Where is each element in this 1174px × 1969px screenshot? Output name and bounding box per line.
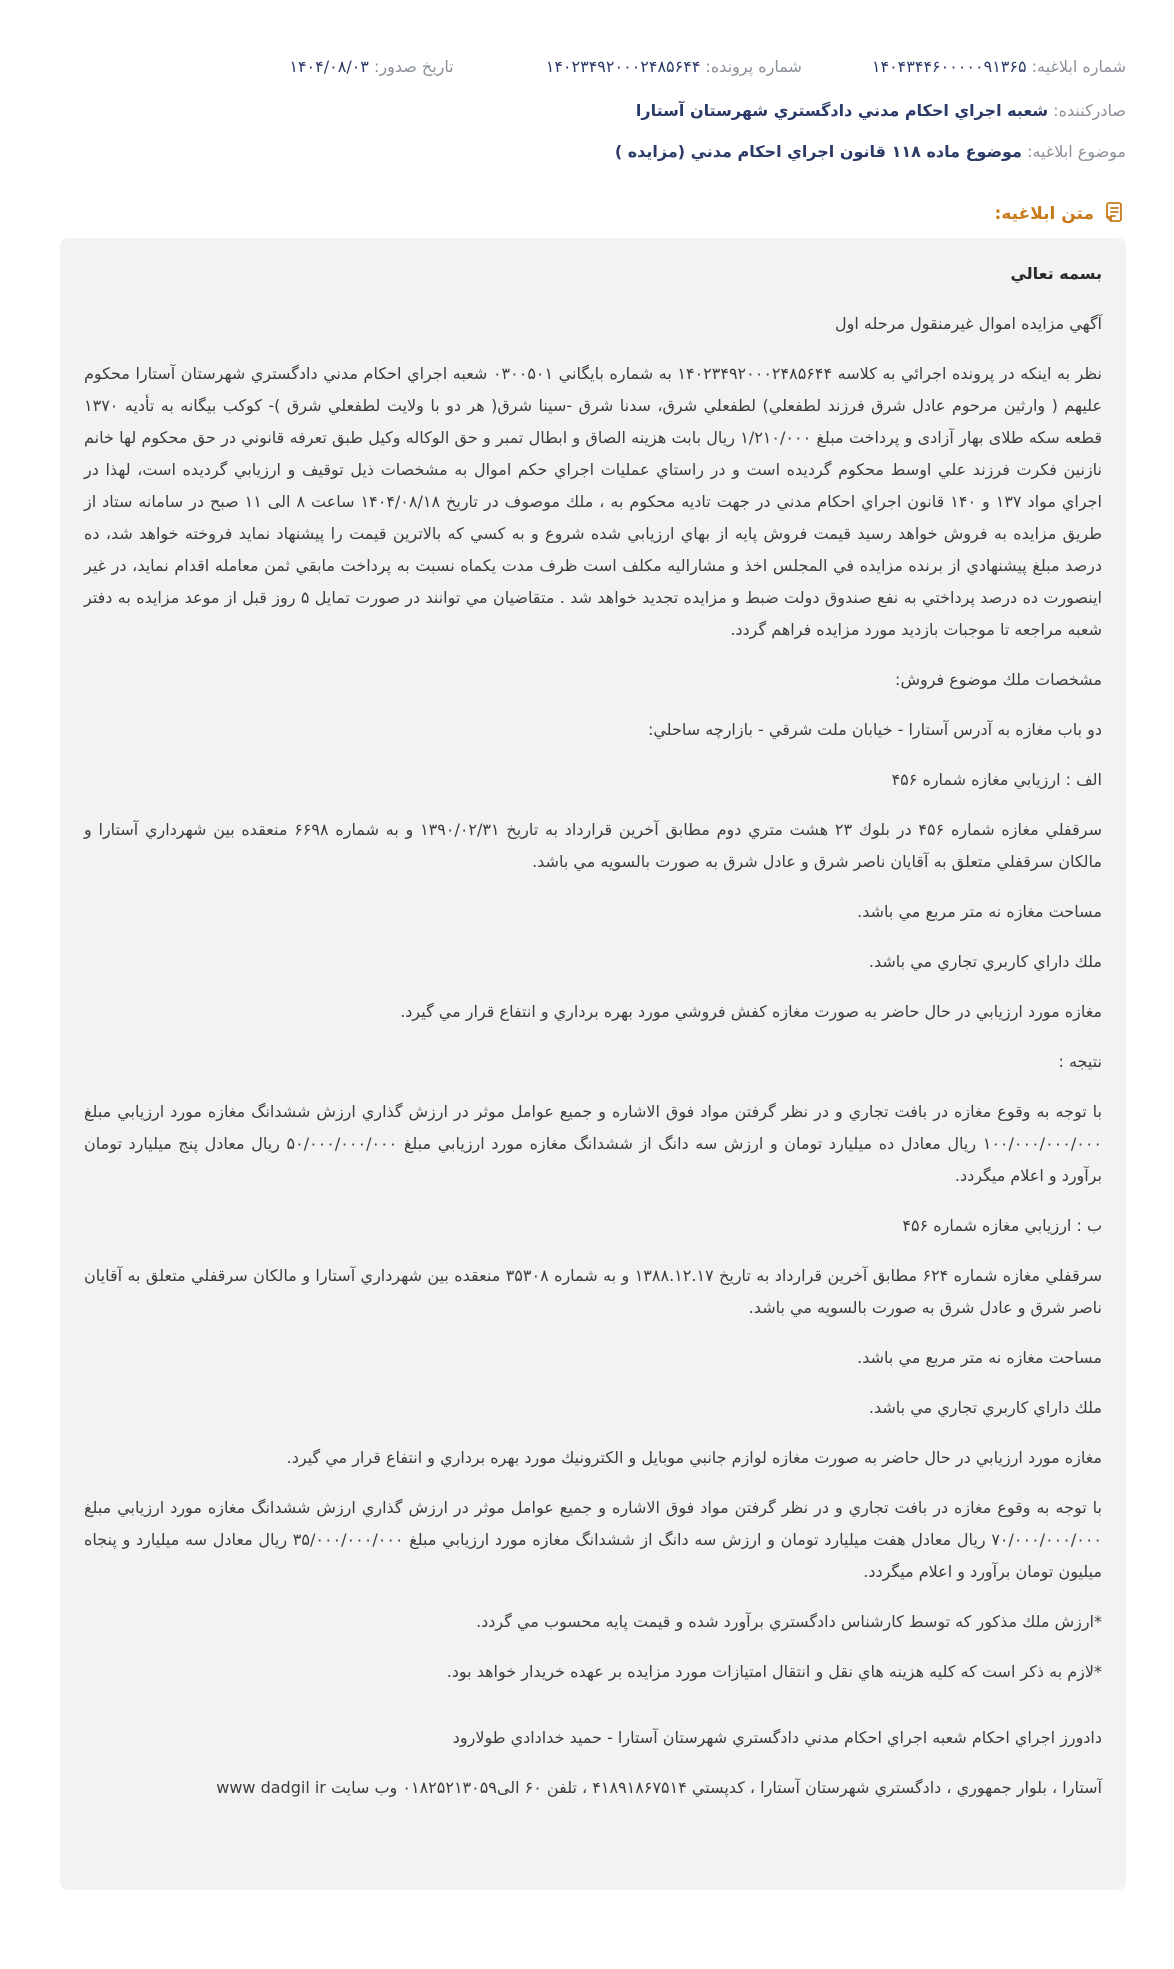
paragraph-shop-a-contract: سرقفلي مغازه شماره ۴۵۶ در بلوك ۲۳ هشت متري دوم مطابق آخرين قرارداد به تاريخ ۱۳۹۰/۰۲/۳۱ و به شماره ۶۶۹۸ منعقده بين شهرداري آستارا و مالكان سرقفلي متعلق به آقايان ناصر شرق و عادل شرق به صورت بالسويه مي باشد. xyxy=(84,820,1103,871)
section-title-row xyxy=(995,200,1126,228)
notice-number xyxy=(872,56,1126,78)
paragraph-appraisal-a: الف : ارزيابي مغازه شماره ۴۵۶ xyxy=(891,770,1102,789)
paragraph-contact: آستارا ، بلوار جمهوري ، دادگستري شهرستان آستارا ، كدپستي ۴۱۸۹۱۸۶۷۵۱۴ ، تلفن ۶۰ الی۰۱۸۲۵۲۱۳۰۵۹ وب سايت www dadgil ir xyxy=(216,1778,1102,1797)
paragraph-property-specs: مشخصات ملك موضوع فروش: xyxy=(895,670,1102,689)
paragraph-announcement-title: آگهي مزايده اموال غيرمنقول مرحله اول xyxy=(835,314,1102,333)
paragraph-main: نظر به اينكه در پرونده اجرائي به كلاسه ۱۴۰۲۳۴۹۲۰۰۰۲۴۸۵۶۴۴ به شماره بايگاني ۰۳۰۰۵۰۱ شعبه اجراي احكام مدني دادگستري شهرستان آستارا محكوم عليهم ( وارثين مرحوم عادل شرق فرزند لطفعلي) لطفعلي شرق، سدنا شرق -سينا شرق( هر دو با ولايت لطفعلي شرق )- كوكب بيگانه به تأديه ۱۳۷۰ قطعه سکه طلای بهار آزادی و پرداخت مبلغ ۱/۲۱۰/۰۰۰ ريال بابت هزينه الصاق و ابطال تمبر و حق الوكاله وكيل طبق تعرفه قانوني در حق محكوم لها خانم نازنين فكرت فرزند علي اوسط محكوم گرديده است و در راستاي عمليات اجراي حكم اموال به مشخصات ذيل توقيف و ارزيابي گرديده است، لهذا در اجراي مواد ۱۳۷ و ۱۴۰ قانون اجراي احكام مدني در جهت تاديه محكوم به ، ملك موصوف در تاريخ ۱۴۰۴/۰۸/۱۸ ساعت ۸ الی ۱۱ صبح در سامانه ستاد از طريق مزايده به فروش خواهد رسيد قيمت فروش پايه از بهاي ارزيابي شده شروع و به كسي كه بالاترين قيمت را پيشنهاد نمايد فروخته خواهد شد، ده درصد مبلغ پيشنهادي از برنده مزايده في المجلس اخذ و مشاراليه مكلف است ظرف مدت يكماه نسبت به پرداخت مابقي ثمن معامله اقدام نمايد، در غير اينصورت ده درصد پرداختي به نفع صندوق دولت ضبط و مزايده تجديد خواهد شد . متقاضيان مي توانند در صورت تمايل ۵ روز قبل از موعد مزايده به دفتر شعبه مراجعه تا موجبات بازديد مورد مزايده فراهم گردد. xyxy=(84,364,1103,639)
section-title: متن ابلاغيه: xyxy=(994,204,1094,224)
case-number xyxy=(546,56,802,78)
paragraph-appraisal-b: ب : ارزيابي مغازه شماره ۴۵۶ xyxy=(902,1216,1102,1235)
paragraph-shop-a-value: با توجه به وقوع مغازه در بافت تجاري و در نظر گرفتن مواد فوق الاشاره و جميع عوامل موثر در ارزش گذاري ارزش ششدانگ مغازه مورد ارزيابي مبلغ ۱۰۰/۰۰۰/۰۰۰/۰۰۰ ريال معادل ده ميليارد تومان و ارزش سه دانگ از ششدانگ مغازه مورد ارزيابي مبلغ ۵۰/۰۰۰/۰۰۰/۰۰۰ ريال معادل پنج ميليارد تومان برآورد و اعلام ميگردد. xyxy=(84,1102,1103,1185)
notice-text-panel xyxy=(60,238,1126,1890)
notice-number-label: شماره ابلاغيه: xyxy=(1031,57,1126,76)
paragraph-shop-b-value: با توجه به وقوع مغازه در بافت تجاري و در نظر گرفتن مواد فوق الاشاره و جميع عوامل موثر در ارزش گذاري ارزش ششدانگ مغازه مورد ارزيابي مبلغ ۷۰/۰۰۰/۰۰۰/۰۰۰ ريال معادل هفت ميليارد تومان و ارزش سه دانگ از ششدانگ مغازه مورد ارزيابي مبلغ ۳۵/۰۰۰/۰۰۰/۰۰۰ ريال معادل سه ميليارد و پنجاه ميليون تومان برآورد و اعلام ميگردد. xyxy=(84,1498,1103,1581)
subject-value: موضوع ماده ۱۱۸ قانون اجراي احکام مدني (مزايده ) xyxy=(614,142,1022,161)
document-note-icon xyxy=(1102,200,1126,228)
paragraph-shop-a-area: مساحت مغازه نه متر مربع مي باشد. xyxy=(857,902,1102,921)
paragraph-heading: بسمه تعالي xyxy=(1010,264,1102,283)
subject-row xyxy=(60,141,1126,163)
paragraph-signature: دادورز اجراي احكام شعبه اجراي احكام مدني دادگستري شهرستان آستارا - حميد خدادادي طولارود xyxy=(452,1728,1102,1747)
issuer-label: صادرکننده: xyxy=(1053,101,1126,120)
issuer-row xyxy=(60,100,1126,122)
paragraph-note-1: *ارزش ملك مذكور كه توسط كارشناس دادگستري برآورد شده و قيمت پايه محسوب مي گردد. xyxy=(476,1612,1102,1631)
paragraph-address: دو باب مغازه به آدرس آستارا - خيابان ملت شرقي - بازارچه ساحلي: xyxy=(647,720,1102,739)
issuer-value: شعبه اجراي احكام مدني دادگستري شهرستان آستارا xyxy=(635,101,1049,120)
paragraph-shop-b-current-use: مغازه مورد ارزيابي در حال حاضر به صورت مغازه لوازم جانبي موبايل و الكترونيك مورد بهره برداري و انتفاع قرار مي گيرد. xyxy=(286,1448,1102,1467)
header-row-1 xyxy=(60,56,1126,78)
issue-date xyxy=(289,56,453,78)
notice-number-value: ۱۴۰۴۳۴۴۶۰۰۰۰۰۹۱۳۶۵ xyxy=(871,57,1027,76)
issue-date-label: تاريخ صدور: xyxy=(373,57,454,76)
case-number-label: شماره پرونده: xyxy=(705,57,802,76)
paragraph-note-2: *لازم به ذكر است كه كليه هزينه هاي نقل و انتقال امتيازات مورد مزايده بر عهده خريدار خواهد بود. xyxy=(446,1662,1102,1681)
case-number-value: ۱۴۰۲۳۴۹۲۰۰۰۲۴۸۵۶۴۴ xyxy=(545,57,701,76)
issue-date-value: ۱۴۰۴/۰۸/۰۳ xyxy=(289,57,369,76)
paragraph-shop-a-usage: ملك داراي كاربري تجاري مي باشد. xyxy=(868,952,1102,971)
paragraph-result-label: نتيجه : xyxy=(1058,1052,1102,1071)
subject-label: موضوع ابلاغيه: xyxy=(1027,142,1126,161)
paragraph-shop-a-current-use: مغازه مورد ارزيابي در حال حاضر به صورت مغازه كفش فروشي مورد بهره برداري و انتفاع قرار مي گيرد. xyxy=(400,1002,1102,1021)
paragraph-shop-b-area: مساحت مغازه نه متر مربع مي باشد. xyxy=(857,1348,1102,1367)
paragraph-shop-b-contract: سرقفلي مغازه شماره ۶۲۴ مطابق آخرين قرارداد به تاريخ ۱۳۸۸.۱۲.۱۷ و به شماره ۳۵۳۰۸ منعقده بين شهرداري آستارا و مالكان سرقفلي متعلق به آقايان ناصر شرق و عادل شرق به صورت بالسويه مي باشد. xyxy=(84,1266,1103,1317)
paragraph-shop-b-usage: ملك داراي كاربري تجاري مي باشد. xyxy=(868,1398,1102,1417)
